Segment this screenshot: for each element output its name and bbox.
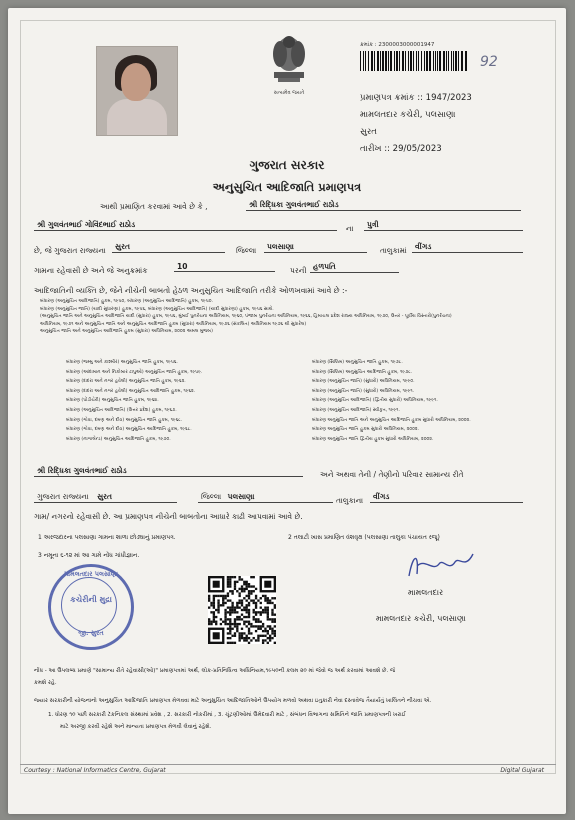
notification-item: બંધારણ અનુસુચિત જાતિ અને અનુસુચિત આદિજાતિ હુકમ સુધારો અધિનિયમ, ૨૦૦૨. bbox=[312, 417, 471, 423]
barcode-bar bbox=[416, 51, 417, 71]
notification-line: બંધારણ (અનુસુચિત આદિજાતિ) હુકમ, ૧૯૫૦, બંધારણ (અનુસુચિત આદિજાતિ) હુકમ, ૧૯૫૦. bbox=[40, 299, 213, 304]
barcode-bar bbox=[374, 51, 375, 71]
notification-item: બંધારણ (જમ્મુ અને કાશ્મીર) અનુસુચિત જાતિ હુકમ, ૧૯૫૬. bbox=[66, 360, 178, 365]
signatory-title: મામલતદાર bbox=[408, 588, 444, 597]
residence-state bbox=[34, 492, 177, 503]
barcode-bar bbox=[437, 51, 438, 71]
issuing-district: સુરત bbox=[360, 127, 377, 137]
note-2: જ્યાર સરકારીની યોજનાનો અનુસુચિત આદિજાતિ પ્રમાણપત્ર મેળવવા માટે અનુસુચિત આદિજાતિઓને ઉપયોગ મળવો અથવા ઇતુકારી નેવા દસ્તાવેજ તૈયાર્યતું ખાલિતને નીચવા એ. bbox=[34, 698, 432, 704]
note-1: નોંધ - આ ઉપલબ્ધ પ્રમાણે "સામાન્ય રીતે રહેવાસી(ઓ)" પ્રમાણપત્રમાં અર્થ, લોક-પ્રતિનિધિત્વ અધિનિયમ,૧૯૫૦ની કલમ ૨૦ માં જેવો જ અર્થ કરવામાં આવશે છે. જે bbox=[34, 668, 396, 674]
residence-taluka-value: પલસાણા bbox=[227, 492, 255, 501]
note-1b: કમશે રહે. bbox=[34, 680, 57, 686]
office-seal-stamp bbox=[48, 564, 134, 650]
stamp-center-text: કચેરીની મુદ્રા bbox=[70, 595, 112, 604]
village-prefix: ગામના રહેવાસી છે અને જે અનુક્રમાંક bbox=[34, 266, 148, 275]
notification-line: (અનુસુચિત જાતિ અને અનુસુચિત આદિજાતિ યાદી (સુધારા) હુકમ, ૧૯૫૬, મુંબઈ પુનર્રચના અધિનિયમ, ૧૯૬૦, પંજાબ પુનર્રચના અધિનિયમ, ૧૯૬૬, હિમાચલ પ્રદેશ રાજ્ય અધિનિયમ, ૧૯૭૦, ઉત્તર - પૂર્વીય વિસ્તારો(પુનર્રચના) bbox=[40, 314, 452, 319]
barcode-bar bbox=[385, 51, 387, 71]
barcode-bar bbox=[418, 51, 419, 71]
barcode-number: ક્રમાંક : 2300003000001947 bbox=[360, 42, 435, 48]
taluka-label: તાલુકામાં bbox=[380, 246, 407, 255]
barcode-bar bbox=[458, 51, 459, 71]
certificate-sheet bbox=[8, 8, 566, 814]
state-emblem-icon bbox=[266, 32, 312, 90]
barcode bbox=[360, 51, 472, 71]
village-value: વીંગડ bbox=[412, 242, 523, 253]
applicant-name: શ્રી રિદ્ધિકા ગુલવંતભાઈ રાઠોડ bbox=[246, 200, 521, 211]
footer-brand: Digital Gujarat bbox=[500, 767, 544, 774]
barcode-bar bbox=[390, 51, 392, 71]
residence-district-label: જિલ્લા bbox=[201, 492, 222, 501]
taluka-value: પલસાણા bbox=[264, 242, 367, 253]
father-name: શ્રી ગુલવંતભાઈ ગોવિંદભાઈ રાઠોડ bbox=[34, 220, 337, 231]
notification-item: બંધારણ (ગોવા, દમણ અને દીવ) અનુસુચિત જાતિ હુકમ, ૧૯૬૮. bbox=[66, 417, 183, 423]
barcode-bar bbox=[439, 51, 441, 71]
residence-district: સુરત bbox=[97, 492, 113, 501]
notification-item: બંધારણ (આંદામાન અને નિકોબાર ટાપુઓ) અનુસુચિત જાતિ હુકમ, ૧૯૫૯. bbox=[66, 369, 203, 375]
barcode-bar bbox=[421, 51, 422, 71]
district-label: જિલ્લા bbox=[236, 246, 257, 255]
issue-date: તારીખ :: 29/05/2023 bbox=[360, 144, 442, 154]
notifications-left-column bbox=[66, 358, 202, 444]
barcode-bar bbox=[365, 51, 366, 71]
emblem-caption: સત્યમેવ જયતે bbox=[273, 90, 305, 96]
barcode-bar bbox=[435, 51, 436, 71]
basis-item-2: 2 તલાટી ખાસ પ્રમાણિત વંશવૃક્ષ (પલસાણા તાલુકા પંચાયત રજૂ) bbox=[288, 534, 440, 541]
residence-taluka bbox=[198, 492, 333, 503]
intro-text: આથી પ્રમાણિત કરવામાં આવે છે કે , bbox=[100, 202, 208, 211]
notification-item: બંધારણ (અનુસુચિત આદિજાતિ) (દ્વિતીય સુધારો) અધિનિયમ, ૧૯૯૧. bbox=[312, 398, 438, 404]
barcode-bar bbox=[429, 51, 431, 71]
community-line: આદિજાતિની વ્યક્તિ છે, જેને નીચેની બાબતો હેઠળ અનુસુચિત આદિજાતિ તરીકે ઓળખવામાં આવે છે :- bbox=[34, 286, 348, 295]
notification-item: બંધારણ (ગોવા, દમણ અને દીવ) અનુસુચિત આદિજાતિ હુકમ, ૧૯૬૮. bbox=[66, 427, 192, 433]
barcode-bar bbox=[399, 51, 400, 71]
resident-name: શ્રી રિદ્ધિકા ગુલવંતભાઈ રાઠોડ bbox=[34, 466, 303, 477]
notification-item: બંધારણ (અનુસુચિત આદિજાતિ) (ઉત્તર પ્રદેશ) હુકમ, ૧૯૬૭. bbox=[66, 407, 177, 413]
barcode-bar bbox=[388, 51, 389, 71]
certificate-meta bbox=[360, 90, 472, 158]
basis-item-1: 1 અરજદારના પલસાણા ગામના શાળા છોડ્યાનું પ્રમાણપત્ર. bbox=[38, 534, 176, 541]
barcode-bar bbox=[461, 51, 463, 71]
handwritten-number: 92 bbox=[480, 54, 498, 70]
barcode-bar bbox=[443, 51, 445, 71]
barcode-bar bbox=[451, 51, 452, 71]
barcode-bar bbox=[424, 51, 425, 71]
notification-line: બંધારણ (અનુસુચિત જાતિ) (યાદી સુધારણા) હુકમ, ૧૯૫૬, બંધારણ (અનુસુચિત આદિજાતિ) (યાદી સુધારણા) હુકમ, ૧૯૫૬ સાથે. bbox=[40, 306, 274, 312]
barcode-bar bbox=[410, 51, 412, 71]
notification-line: અનુસુચિત જાતિ અને અનુસુચિત આદિજાતિ હુકમ (સુધારા) અધિનિયમ, ૨૦૦૨ અમલ મુજબ) bbox=[40, 329, 213, 334]
of-label: ના bbox=[346, 224, 354, 233]
notification-item: બંધારણ (દાદરા અને નગર હવેલી) અનુસુચિત આદિજાતિ હુકમ, ૧૯૬૨. bbox=[66, 388, 196, 394]
barcode-bar bbox=[433, 51, 434, 71]
barcode-bar bbox=[368, 51, 369, 71]
notification-item: બંધારણ (અનુસુચિત જાતિ) (સુધારો) અધિનિયમ, ૧૯૯૧. bbox=[312, 388, 415, 394]
barcode-bar bbox=[413, 51, 414, 71]
relation: પુત્રી bbox=[364, 220, 523, 231]
barcode-bar bbox=[360, 51, 361, 71]
barcode-bar bbox=[455, 51, 457, 71]
barcode-bar bbox=[382, 51, 384, 71]
barcode-bar bbox=[448, 51, 449, 71]
notification-item: બંધારણ (અનુસુચિત આદિજાતિ) સ્વીકૃત, ૧૯૯૧. bbox=[312, 407, 400, 413]
notifications-paragraph bbox=[40, 298, 546, 336]
barcode-bar bbox=[446, 51, 447, 71]
government-title: ગુજરાત સરકાર bbox=[249, 158, 325, 172]
caste-name: હળપતિ bbox=[310, 262, 399, 273]
applicant-photo bbox=[96, 46, 178, 136]
barcode-bar bbox=[453, 51, 454, 71]
stamp-bottom-text: જી. સુરત bbox=[78, 629, 104, 637]
district-value: સુરત bbox=[112, 242, 225, 253]
residence-village: વીંગડ bbox=[370, 492, 523, 503]
notification-item: બંધારણ અનુસુચિત જાતિ હુકમ સુધારો અધિનિયમ, ૨૦૦૨. bbox=[312, 427, 420, 433]
certificate-title: અનુસુચિત આદિજાતિ પ્રમાણપત્ર bbox=[212, 180, 362, 194]
notification-item: બંધારણ (અનુસુચિત જાતિ) (સુધારો) અધિનિયમ, ૧૯૯૦. bbox=[312, 379, 415, 385]
stamp-arc-text: મામલતદાર પલસાણા bbox=[63, 570, 119, 578]
qr-code bbox=[208, 576, 276, 644]
resident-tail: અને અથવા તેની / તેણીનો પરિવાર સામાન્ય રીતે bbox=[320, 470, 464, 479]
signature bbox=[403, 546, 483, 586]
barcode-bar bbox=[396, 51, 398, 71]
barcode-bar bbox=[405, 51, 406, 71]
state-prefix: છે, જે ગુજરાત રાજ્યના bbox=[34, 246, 106, 255]
note-4: માટે અરજી કરવી રહેશે અને માન્યતા પ્રમાણપત્ર મેળવી લેવાનું રહેશે. bbox=[60, 724, 212, 730]
barcode-bar bbox=[465, 51, 467, 71]
basis-item-3: 3 નમૂના ૬-૧૨ માં આ ગામે નોંધ ગાંધીજ્ઞાન. bbox=[38, 552, 140, 559]
serial-label: પરની bbox=[290, 266, 307, 275]
notification-item: બંધારણ અનુસુચિત જાતિ દ્વિતીય હુકમ સુધારો અધિનિયમ, ૨૦૦૨. bbox=[312, 436, 434, 442]
barcode-bar bbox=[402, 51, 404, 71]
residence-taluka-label: તાલુકાના bbox=[336, 496, 364, 505]
certificate-number: પ્રમાણપત્ર ક્રમાંક :: 1947/2023 bbox=[360, 93, 472, 103]
notifications-right-column bbox=[312, 358, 471, 444]
barcode-bar bbox=[426, 51, 428, 71]
note-3: 1. ધોરણ ૧૦ પછી સરકારી ટૅકનિકલ સંસ્થામાં પ્રવેશ , 2. સરકારી નોકરીમાં , 3. ચૂંટણીઓમાં ઉમેદવારી માટે , સંબંધન વિભાગના સમિતિને જાતિ પ્રમાણપત્રની ખરાઈ bbox=[48, 712, 406, 718]
serial-number: 10 bbox=[174, 262, 275, 272]
footer-courtesy: Courtesy : National Informatics Centre, Gujarat bbox=[24, 767, 166, 774]
notification-item: બંધારણ (સિક્કિમ) અનુસુચિત જાતિ હુકમ, ૧૯૭૮. bbox=[312, 360, 403, 365]
notification-line: અધિનિયમ, ૧૯૭૧ અને અનુસુચિત જાતિ અને અનુસુચિત આદિજાતિ હુકમ (સુધારા) અધિનિયમ, ૧૯૭૬ (સંકલિત) અધિનિયમ ૧૯૭૬ થી સુધારેલ) bbox=[40, 321, 307, 327]
barcode-block bbox=[360, 42, 472, 71]
residence-line: ગામ/ નગરનો રહેવાસી છે. આ પ્રમાણપત્ર નીચેની બાબતોના આધારે કાઢી આપવામાં આવે છે. bbox=[34, 512, 303, 521]
notification-item: બંધારણ (પોંડીચેરી) અનુસુચિત જાતિ હુકમ, ૧૯૬૪. bbox=[66, 398, 159, 404]
barcode-bar bbox=[363, 51, 364, 71]
barcode-bar bbox=[394, 51, 395, 71]
barcode-bar bbox=[380, 51, 381, 71]
barcode-bar bbox=[377, 51, 379, 71]
barcode-bar bbox=[408, 51, 409, 71]
notification-item: બંધારણ (સિક્કિમ) અનુસુચિત આદિજાતિ હુકમ, ૧૯૭૮. bbox=[312, 369, 413, 375]
residence-state-label: ગુજરાત રાજ્યના bbox=[37, 492, 89, 501]
issuing-office: મામલતદાર કચેરી, પલસાણા bbox=[360, 110, 456, 120]
barcode-bar bbox=[371, 51, 373, 71]
notification-item: બંધારણ (નાગાલેન્ડ) અનુસુચિત આદિજાતિ હુકમ, ૧૯૭૦. bbox=[66, 436, 171, 442]
signatory-office: મામલતદાર કચેરી, પલસાણા bbox=[376, 614, 466, 623]
notification-item: બંધારણ (દાદરા અને નગર હવેલી) અનુસુચિત જાતિ હુકમ, ૧૯૬૨. bbox=[66, 379, 186, 385]
